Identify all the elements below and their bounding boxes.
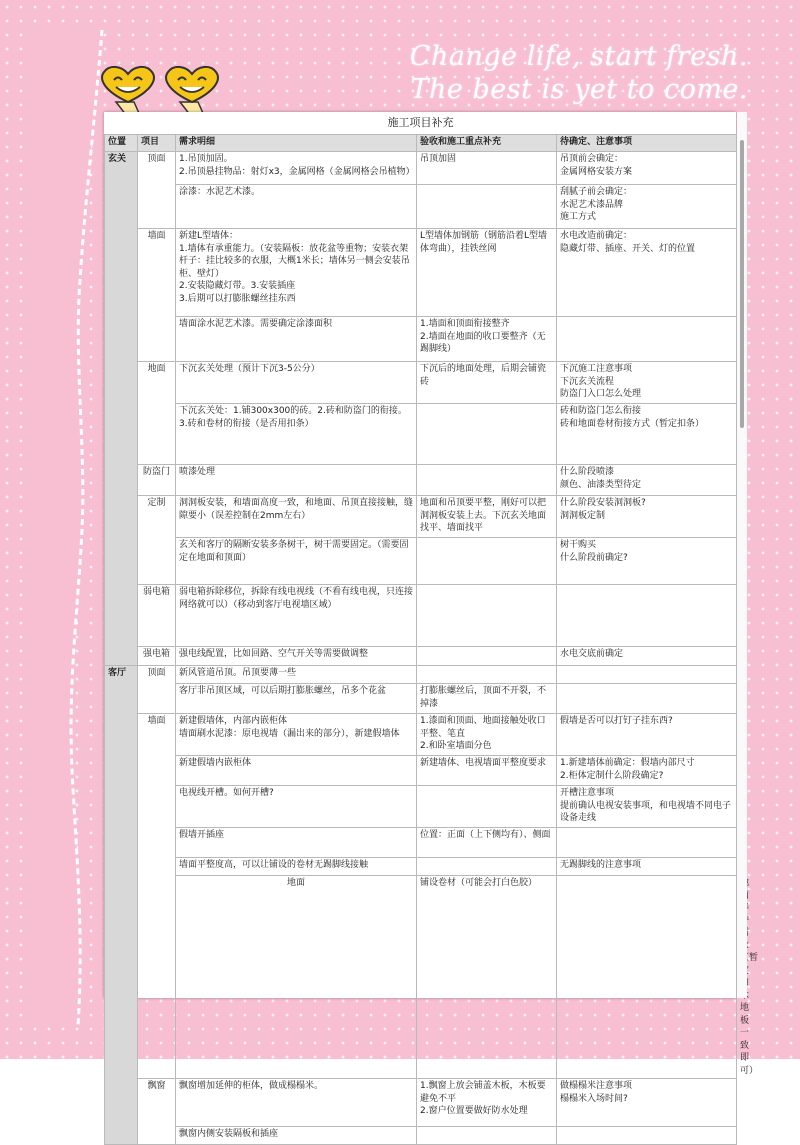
acceptance-cell xyxy=(417,666,557,684)
requirement-cell: 电视线开槽。如何开槽? xyxy=(176,786,417,828)
item-cell: 飘窗 xyxy=(138,1079,176,1145)
table-row xyxy=(105,714,737,756)
requirement-cell: 墙面平整度高，可以让铺设的卷材无踢脚线接触 xyxy=(176,858,417,876)
location-cell: 客厅 xyxy=(105,666,138,1145)
item-cell: 墙面 xyxy=(138,714,176,1079)
header-acceptance: 验收和施工重点补充 xyxy=(417,135,557,152)
acceptance-cell xyxy=(417,465,557,496)
item-cell: 地面 xyxy=(176,876,417,1079)
acceptance-cell: 吊顶加固 xyxy=(417,152,557,185)
acceptance-cell: 下沉后的地面处理，后期会铺瓷砖 xyxy=(417,362,557,404)
requirement-cell: 洞洞板安装，和墙面高度一致，和地面、吊顶直接接触，缝隙要小（误差控制在2mm左右） xyxy=(176,496,417,538)
notes-cell: 做榻榻米注意事项 榻榻米入场时间? xyxy=(557,1079,737,1127)
item-cell: 防盗门 xyxy=(138,465,176,496)
table-row xyxy=(105,317,737,362)
requirement-cell: 玄关和客厅的隔断安装多条树干，树干需要固定。（需要固定在地面和顶面） xyxy=(176,538,417,585)
requirement-cell: 1.吊顶加固。 2.吊顶悬挂物品：射灯x3，金属网格（金属网格会吊植物） xyxy=(176,152,417,185)
notes-cell xyxy=(557,585,737,647)
header-location: 位置 xyxy=(105,135,138,152)
table-row xyxy=(105,185,737,229)
table-row xyxy=(105,666,737,684)
notes-cell: 水电改造前确定： 隐藏灯带、插座、开关、灯的位置 xyxy=(557,229,737,317)
notes-cell: 刮腻子前会确定： 水泥艺术漆品牌 施工方式 xyxy=(557,185,737,229)
acceptance-cell xyxy=(417,185,557,229)
table-row xyxy=(105,1079,737,1127)
notes-cell xyxy=(557,684,737,714)
acceptance-cell: 1.飘窗上放会铺盖木板，木板要避免不平 2.窗户位置要做好防水处理 xyxy=(417,1079,557,1127)
tagline-line-1: Change life, start fresh. xyxy=(409,41,748,72)
acceptance-cell: L型墙体加钢筋（钢筋沿着L型墙体弯曲），挂铁丝网 xyxy=(417,229,557,317)
notes-cell xyxy=(557,1127,737,1145)
requirement-cell: 假墙开插座 xyxy=(176,828,417,858)
table-row xyxy=(105,229,737,317)
acceptance-cell xyxy=(417,538,557,585)
requirement-cell: 新建假墙内嵌柜体 xyxy=(176,756,417,786)
requirement-cell: 下沉玄关处：1.铺300x300的砖。2.砖和防盗门的衔接。3.砖和卷材的衔接（是否用扣条） xyxy=(176,404,417,465)
table-row xyxy=(105,538,737,585)
requirement-cell: 墙面涂水泥艺术漆。需要确定涂漆面积 xyxy=(176,317,417,362)
table-row xyxy=(105,496,737,538)
wavy-border-decoration xyxy=(24,30,104,1026)
table-title: 施工项目补充 xyxy=(105,112,737,135)
requirement-cell: 涂漆：水泥艺术漆。 xyxy=(176,185,417,229)
notes-cell: 吊顶前会确定： 金属网格安装方案 xyxy=(557,152,737,185)
table-row xyxy=(105,404,737,465)
acceptance-cell: 位置：正面（上下侧均有）、侧面 xyxy=(417,828,557,858)
notes-cell: 砖和防盗门怎么衔接 砖和地面卷材衔接方式（暂定扣条） xyxy=(557,404,737,465)
table-row xyxy=(105,585,737,647)
requirement-cell: 新风管道吊顶。吊顶要薄一些 xyxy=(176,666,417,684)
table-row xyxy=(105,647,737,666)
header-requirement: 需求明细 xyxy=(176,135,417,152)
notes-cell: 开槽注意事项 提前确认电视安装事项，和电视墙不同电子设备走线 xyxy=(557,786,737,828)
item-cell: 墙面 xyxy=(138,229,176,362)
acceptance-cell: 打膨胀螺丝后，顶面不开裂，不掉漆 xyxy=(417,684,557,714)
notes-cell xyxy=(557,828,737,858)
requirement-cell: 弱电箱拆除移位，拆除有线电视线（不看有线电视，只连接网络就可以）（移动到客厅电视墙区域） xyxy=(176,585,417,647)
vertical-scrollbar-thumb[interactable] xyxy=(740,140,744,428)
requirement-cell: 下沉玄关处理（预计下沉3-5公分） xyxy=(176,362,417,404)
table-row xyxy=(105,828,737,858)
notes-cell: 无踢脚线的注意事项 xyxy=(557,858,737,876)
notes-cell: 假墙是否可以打钉子挂东西? xyxy=(557,714,737,756)
item-cell: 弱电箱 xyxy=(138,585,176,647)
table-row xyxy=(105,786,737,828)
acceptance-cell: 新建墙体、电视墙面平整度要求 xyxy=(417,756,557,786)
table-row: 地面 铺设卷材（可能会打白色胶） 可） xyxy=(105,876,737,1079)
notes-cell: 水电交底前确定 xyxy=(557,647,737,666)
notes-cell xyxy=(557,317,737,362)
acceptance-cell xyxy=(417,1127,557,1145)
construction-items-table xyxy=(104,112,759,1145)
table-header-row xyxy=(105,135,737,152)
acceptance-cell: 1.漆面和顶面、地面接触处收口平整、笔直 2.和卧室墙面分色 xyxy=(417,714,557,756)
item-cell: 强电箱 xyxy=(138,647,176,666)
table-row xyxy=(105,1127,737,1145)
requirement-cell: 铺设卷材（可能会打白色胶） xyxy=(417,876,557,1079)
notes-cell: 1.新建墙体前确定：假墙内部尺寸 2.柜体定制什么阶段确定? xyxy=(557,756,737,786)
requirement-cell: 新建L型墙体： 1.墙体有承重能力。（安装隔板：放花盆等重物；安装衣架杆子：挂比较多的衣服，大概1米长；墙体另一侧会安装吊柜、壁灯） 2.安装隐藏灯带。3.安装插座 3.后期可以打膨胀螺丝挂东西 xyxy=(176,229,417,317)
requirement-cell: 新建假墙体，内部内嵌柜体 墙面刷水泥漆：原电视墙（漏出来的部分），新建假墙体 xyxy=(176,714,417,756)
table-row xyxy=(105,465,737,496)
header-notes: 待确定、注意事项 xyxy=(557,135,737,152)
requirement-cell: 飘窗内侧安装隔板和插座 xyxy=(176,1127,417,1145)
acceptance-cell xyxy=(417,585,557,647)
notes-cell: 树干购买 什么阶段前确定? xyxy=(557,538,737,585)
table-row xyxy=(105,152,737,185)
requirement-cell: 强电线配置，比如回路、空气开关等需要做调整 xyxy=(176,647,417,666)
acceptance-cell xyxy=(417,786,557,828)
acceptance-cell xyxy=(417,647,557,666)
table-row xyxy=(105,858,737,876)
item-cell: 定制 xyxy=(138,496,176,585)
tagline xyxy=(410,40,748,106)
acceptance-cell: 地面和吊顶要平整，刚好可以把洞洞板安装上去。下沉玄关地面找平、墙面找平 xyxy=(417,496,557,538)
requirement-cell: 喷漆处理 xyxy=(176,465,417,496)
header-item: 项目 xyxy=(138,135,176,152)
table-row xyxy=(105,684,737,714)
acceptance-cell: 1.墙面和顶面衔接整齐 2.墙面在地面的收口要整齐（无踢脚线） xyxy=(417,317,557,362)
location-cell: 玄关 xyxy=(105,152,138,666)
acceptance-cell xyxy=(557,876,737,1079)
notes-cell: 什么阶段安装洞洞板? 洞洞板定制 xyxy=(557,496,737,538)
acceptance-cell xyxy=(417,858,557,876)
item-cell: 顶面 xyxy=(138,666,176,714)
notes-cell: 下沉施工注意事项 下沉玄关流程 防盗门入口怎么处理 xyxy=(557,362,737,404)
acceptance-cell xyxy=(417,404,557,465)
table-row xyxy=(105,362,737,404)
requirement-cell: 飘窗增加延伸的柜体，做成榻榻米。 xyxy=(176,1079,417,1127)
spreadsheet-document xyxy=(104,112,759,1139)
item-cell: 顶面 xyxy=(138,152,176,229)
table-title-row xyxy=(105,112,737,135)
tagline-line-2: The best is yet to come. xyxy=(410,74,748,105)
requirement-cell: 客厅非吊顶区域，可以后期打膨胀螺丝，吊多个花盆 xyxy=(176,684,417,714)
notes-cell xyxy=(557,666,737,684)
item-cell: 地面 xyxy=(138,362,176,465)
notes-cell: 什么阶段喷漆 颜色、油漆类型待定 xyxy=(557,465,737,496)
table-row xyxy=(105,756,737,786)
